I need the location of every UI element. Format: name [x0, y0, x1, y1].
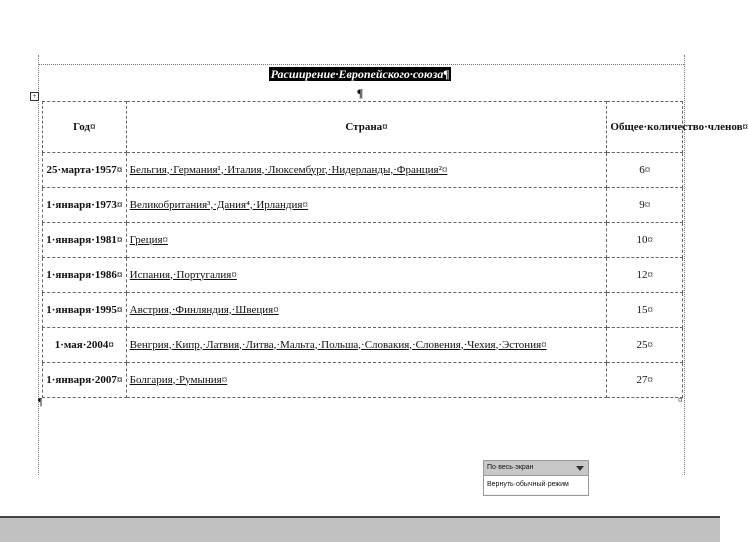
cell-year[interactable]: 1·января·1995¤: [43, 293, 127, 328]
table-header-row: [43, 102, 683, 153]
cell-countries[interactable]: Греция¤: [126, 223, 607, 258]
margin-guide-right: [684, 55, 685, 475]
cell-count[interactable]: 12¤: [607, 258, 683, 293]
paragraph-mark: ¶: [356, 86, 364, 100]
row-end-mark: ¤: [678, 395, 683, 405]
view-mode-menu[interactable]: [483, 460, 589, 496]
cell-year[interactable]: 1·января·2007¤: [43, 363, 127, 398]
chevron-down-icon[interactable]: [576, 466, 584, 471]
cell-year[interactable]: 25·марта·1957¤: [43, 153, 127, 188]
cell-countries[interactable]: Венгрия,·Кипр,·Латвия,·Литва,·Мальта,·Польша,·Словакия,·Словения,·Чехия,·Эстония¤: [126, 328, 607, 363]
cell-countries[interactable]: Великобритания³,·Дания⁴,·Ирландия¤: [126, 188, 607, 223]
header-count[interactable]: Общее·количество·членов¤: [607, 102, 683, 153]
table-row: [43, 153, 683, 188]
document-title[interactable]: Расширение·Европейского·союза¶: [270, 67, 450, 81]
table-row: [43, 223, 683, 258]
header-year[interactable]: Год¤: [43, 102, 127, 153]
cell-count[interactable]: 6¤: [607, 153, 683, 188]
cell-count[interactable]: 15¤: [607, 293, 683, 328]
table-row: [43, 258, 683, 293]
view-mode-selected-label: По·весь·экран: [487, 464, 534, 471]
table-row: [43, 293, 683, 328]
paragraph-end-mark: ¶: [38, 397, 43, 408]
cell-year[interactable]: 1·января·1973¤: [43, 188, 127, 223]
header-country[interactable]: Страна¤: [126, 102, 607, 153]
bottom-status-bar: [0, 516, 720, 542]
cell-year[interactable]: 1·января·1981¤: [43, 223, 127, 258]
view-mode-select[interactable]: [484, 461, 588, 476]
cell-year[interactable]: 1·мая·2004¤: [43, 328, 127, 363]
table-row: [43, 328, 683, 363]
restore-normal-mode-option[interactable]: Вернуть·обычный·режим: [484, 476, 588, 494]
table-row: [43, 188, 683, 223]
table-row: [43, 363, 683, 398]
table-move-handle[interactable]: +: [30, 92, 39, 101]
margin-guide-top: [38, 64, 684, 65]
cell-count[interactable]: 25¤: [607, 328, 683, 363]
cell-countries[interactable]: Австрия,·Финляндия,·Швеция¤: [126, 293, 607, 328]
cell-countries[interactable]: Болгария,·Румыния¤: [126, 363, 607, 398]
cell-count[interactable]: 10¤: [607, 223, 683, 258]
eu-expansion-table[interactable]: [42, 101, 748, 398]
margin-guide-left: [38, 55, 39, 475]
cell-countries[interactable]: Испания,·Португалия¤: [126, 258, 607, 293]
cell-count[interactable]: 27¤: [607, 363, 683, 398]
cell-countries[interactable]: Бельгия,·Германия¹,·Италия,·Люксембург,·Нидерланды,·Франция²¤: [126, 153, 607, 188]
cell-year[interactable]: 1·января·1986¤: [43, 258, 127, 293]
cell-count[interactable]: 9¤: [607, 188, 683, 223]
